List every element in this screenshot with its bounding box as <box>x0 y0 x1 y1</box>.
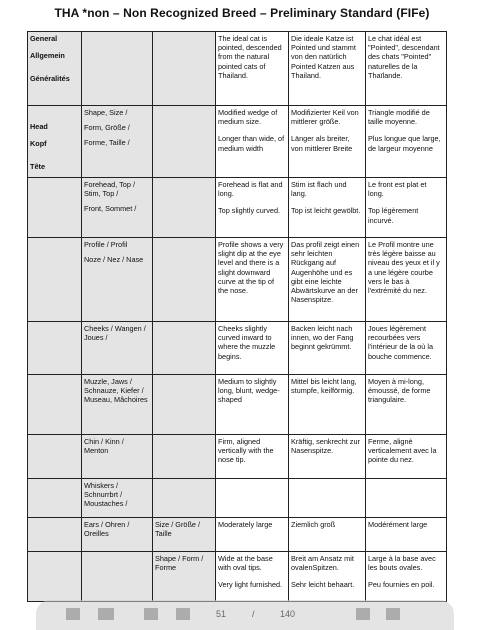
cell-text: Profile shows a very slight dip at the eye level and there is a slight downward curve at the tip of the nose. <box>218 240 284 296</box>
table-cell-sec <box>28 322 82 375</box>
table-cell-c2 <box>82 238 153 322</box>
table-cell-c3 <box>153 32 216 106</box>
table-row <box>28 32 447 106</box>
table-cell-fr <box>366 479 447 518</box>
cell-text: Triangle modifié de taille moyenne. <box>368 108 430 127</box>
table-cell-c3 <box>153 238 216 322</box>
cell-text: Breit am Ansatz mit ovalenSpitzen. <box>291 553 354 572</box>
table-cell-fr <box>366 178 447 238</box>
table-cell-de <box>289 238 366 322</box>
cell-text: Moyen à mi-long, émoussé, de forme triangulaire. <box>368 377 431 405</box>
table-cell-sec <box>28 238 82 322</box>
cell-text: Cheeks slightly curved inward to where the muzzle begins. <box>218 324 276 361</box>
cell-text: Cheeks / Wangen / Joues / <box>84 324 146 343</box>
table-cell-de <box>289 435 366 479</box>
table-cell-en <box>216 32 289 106</box>
table-row <box>28 106 447 178</box>
table-cell-fr <box>366 106 447 178</box>
table-cell-de <box>289 32 366 106</box>
table-cell-fr <box>366 435 447 479</box>
page-number[interactable]: 51 <box>216 609 227 619</box>
table-cell-en <box>216 178 289 238</box>
cell-text: Whiskers / Schnurrbrt / Moustaches / <box>84 481 128 509</box>
cell-text: Very light furnished. <box>218 580 283 590</box>
cell-text: Firm, aligned vertically with the nose tip. <box>218 437 274 465</box>
cell-text: Das profil zeigt einen sehr leichten Rückgang auf Augenhöhe und es gibt eine leichte Abwärtskurve an der Nasenspitze. <box>291 240 360 305</box>
cell-text: Le chat idéal est "Pointed", descendant des chats "Pointed" naturelles de la Thaïlande. <box>368 34 440 80</box>
cell-text: Peu fournies en poil. <box>368 580 435 590</box>
table-cell-c3 <box>153 375 216 435</box>
table-cell-sec <box>28 517 82 551</box>
cell-text: Large à la base avec les bouts ovales. <box>368 553 436 572</box>
table-cell-sec <box>28 178 82 238</box>
cell-text: Modifizierter Keil von mittlerer größe. <box>291 108 359 127</box>
table-cell-de <box>289 517 366 551</box>
cell-text: Front, Sommet / <box>84 204 137 214</box>
page-separator: / <box>252 609 255 619</box>
cell-text: Kopf <box>30 139 47 149</box>
table-cell-en <box>216 322 289 375</box>
cell-text: Muzzle, Jaws / Schnauze, Kiefer / Museau, Mâchoires <box>84 377 148 405</box>
table-cell-en <box>216 435 289 479</box>
cell-text: Longer than wide, of medium width <box>218 134 285 153</box>
print-icon[interactable] <box>98 608 114 620</box>
cell-text: Profile / Profil <box>84 240 128 249</box>
table-cell-c3 <box>153 178 216 238</box>
cell-text: Plus longue que large, de largeur moyenne <box>368 134 441 153</box>
standard-table <box>27 31 447 602</box>
cell-text: General <box>30 34 58 43</box>
cell-text: Le Profil montre une très légère baisse au niveau des yeux et il y a une légère courbe vers le bas à l'extrémité du nez. <box>368 240 440 296</box>
cell-text: Forehead, Top / Stim, Top / <box>84 180 135 199</box>
cell-text: Moderately large <box>218 519 273 529</box>
cell-text: Wide at the base with oval tips. <box>218 553 273 572</box>
cell-text: Mittel bis leicht lang, stumpfe, keilförmig. <box>291 377 357 396</box>
table-cell-fr <box>366 32 447 106</box>
table-cell-de <box>289 178 366 238</box>
cell-text: Modified wedge of medium size. <box>218 108 278 127</box>
cell-text: Top légèrement incurvé. <box>368 206 419 225</box>
table-cell-en <box>216 106 289 178</box>
page-total: 140 <box>280 609 296 619</box>
table-cell-c3 <box>153 479 216 518</box>
cell-text: Noze / Nez / Nase <box>84 255 144 265</box>
cell-text: Shape, Size / <box>84 108 128 117</box>
table-cell-sec <box>28 435 82 479</box>
table-cell-de <box>289 551 366 601</box>
table-cell-fr <box>366 322 447 375</box>
cell-text: Die ideale Katze ist Pointed und stammt von den natürlich Pointed Katzen aus Thailand. <box>291 34 356 80</box>
table-cell-sec <box>28 32 82 106</box>
table-cell-c2 <box>82 435 153 479</box>
table-cell-c3 <box>153 551 216 601</box>
table-cell-c2 <box>82 551 153 601</box>
table-row <box>28 322 447 375</box>
table-cell-de <box>289 479 366 518</box>
table-cell-sec <box>28 106 82 178</box>
table-row <box>28 238 447 322</box>
table-cell-c2 <box>82 517 153 551</box>
cell-text: Kräftig, senkrecht zur Nasenspitze. <box>291 437 360 456</box>
cell-text: Head <box>30 122 48 131</box>
table-cell-c3 <box>153 517 216 551</box>
prev-page-icon[interactable] <box>144 608 158 620</box>
save-icon[interactable] <box>66 608 80 620</box>
table-row <box>28 551 447 601</box>
next-page-icon[interactable] <box>176 608 190 620</box>
table-cell-en <box>216 238 289 322</box>
table-row <box>28 375 447 435</box>
cell-text: Länger als breiter, von mittlerer Breite <box>291 134 353 153</box>
table-cell-c2 <box>82 32 153 106</box>
cell-text: Ziemlich groß <box>291 519 336 529</box>
table-cell-fr <box>366 517 447 551</box>
cell-text: Top ist leicht gewölbt. <box>291 206 361 216</box>
table-cell-fr <box>366 238 447 322</box>
cell-text: Allgemein <box>30 51 65 61</box>
cell-text: The ideal cat is pointed, descended from the natural pointed cats of Thailand. <box>218 34 282 80</box>
cell-text: Forme, Taille / <box>84 138 130 148</box>
table-cell-en <box>216 375 289 435</box>
table-row <box>28 517 447 551</box>
cell-text: Backen leicht nach innen, wo der Fang beginnt gekrümmt. <box>291 324 354 352</box>
cell-text: Modérément large <box>368 519 428 529</box>
table-cell-en <box>216 517 289 551</box>
table-cell-fr <box>366 551 447 601</box>
table-cell-c2 <box>82 106 153 178</box>
table-cell-c2 <box>82 375 153 435</box>
table-cell-sec <box>28 375 82 435</box>
table-row <box>28 178 447 238</box>
table-cell-sec <box>28 551 82 601</box>
cell-text: Généralités <box>30 74 70 84</box>
table-row <box>28 435 447 479</box>
table-cell-c3 <box>153 322 216 375</box>
cell-text: Ferme, aligné verticalement avec la pointe du nez. <box>368 437 437 465</box>
table-cell-c3 <box>153 435 216 479</box>
table-cell-en <box>216 479 289 518</box>
table-cell-de <box>289 322 366 375</box>
cell-text: Top slightly curved. <box>218 206 281 216</box>
table-row <box>28 479 447 518</box>
zoom-out-icon[interactable] <box>356 608 370 620</box>
cell-text: Chin / Kinn / Menton <box>84 437 124 456</box>
cell-text: Forehead is flat and long. <box>218 180 283 199</box>
table-cell-de <box>289 375 366 435</box>
cell-text: Form, Größe / <box>84 123 130 133</box>
table-cell-en <box>216 551 289 601</box>
cell-text: Stim ist flach und lang. <box>291 180 347 199</box>
cell-text: Le front est plat et long. <box>368 180 427 199</box>
table-cell-de <box>289 106 366 178</box>
cell-text: Shape / Form / Forme <box>155 553 204 572</box>
table-cell-fr <box>366 375 447 435</box>
cell-text: Medium to slightly long, blunt, wedge-shaped <box>218 377 280 405</box>
zoom-in-icon[interactable] <box>386 608 400 620</box>
table-cell-c3 <box>153 106 216 178</box>
page-title: THA *non – Non Recognized Breed – Preliminary Standard (FIFe) <box>54 6 430 20</box>
cell-text: Joues légèrement recourbées vers l'intérieur de la où la bouche commence. <box>368 324 434 361</box>
table-cell-c2 <box>82 322 153 375</box>
table-cell-c2 <box>82 178 153 238</box>
table-cell-c2 <box>82 479 153 518</box>
cell-text: Size / Größe / Taille <box>155 519 201 538</box>
table-cell-sec <box>28 479 82 518</box>
cell-text: Tête <box>30 162 46 172</box>
cell-text: Sehr leicht behaart. <box>291 580 355 590</box>
cell-text: Ears / Ohren / Oreilles <box>84 519 130 538</box>
